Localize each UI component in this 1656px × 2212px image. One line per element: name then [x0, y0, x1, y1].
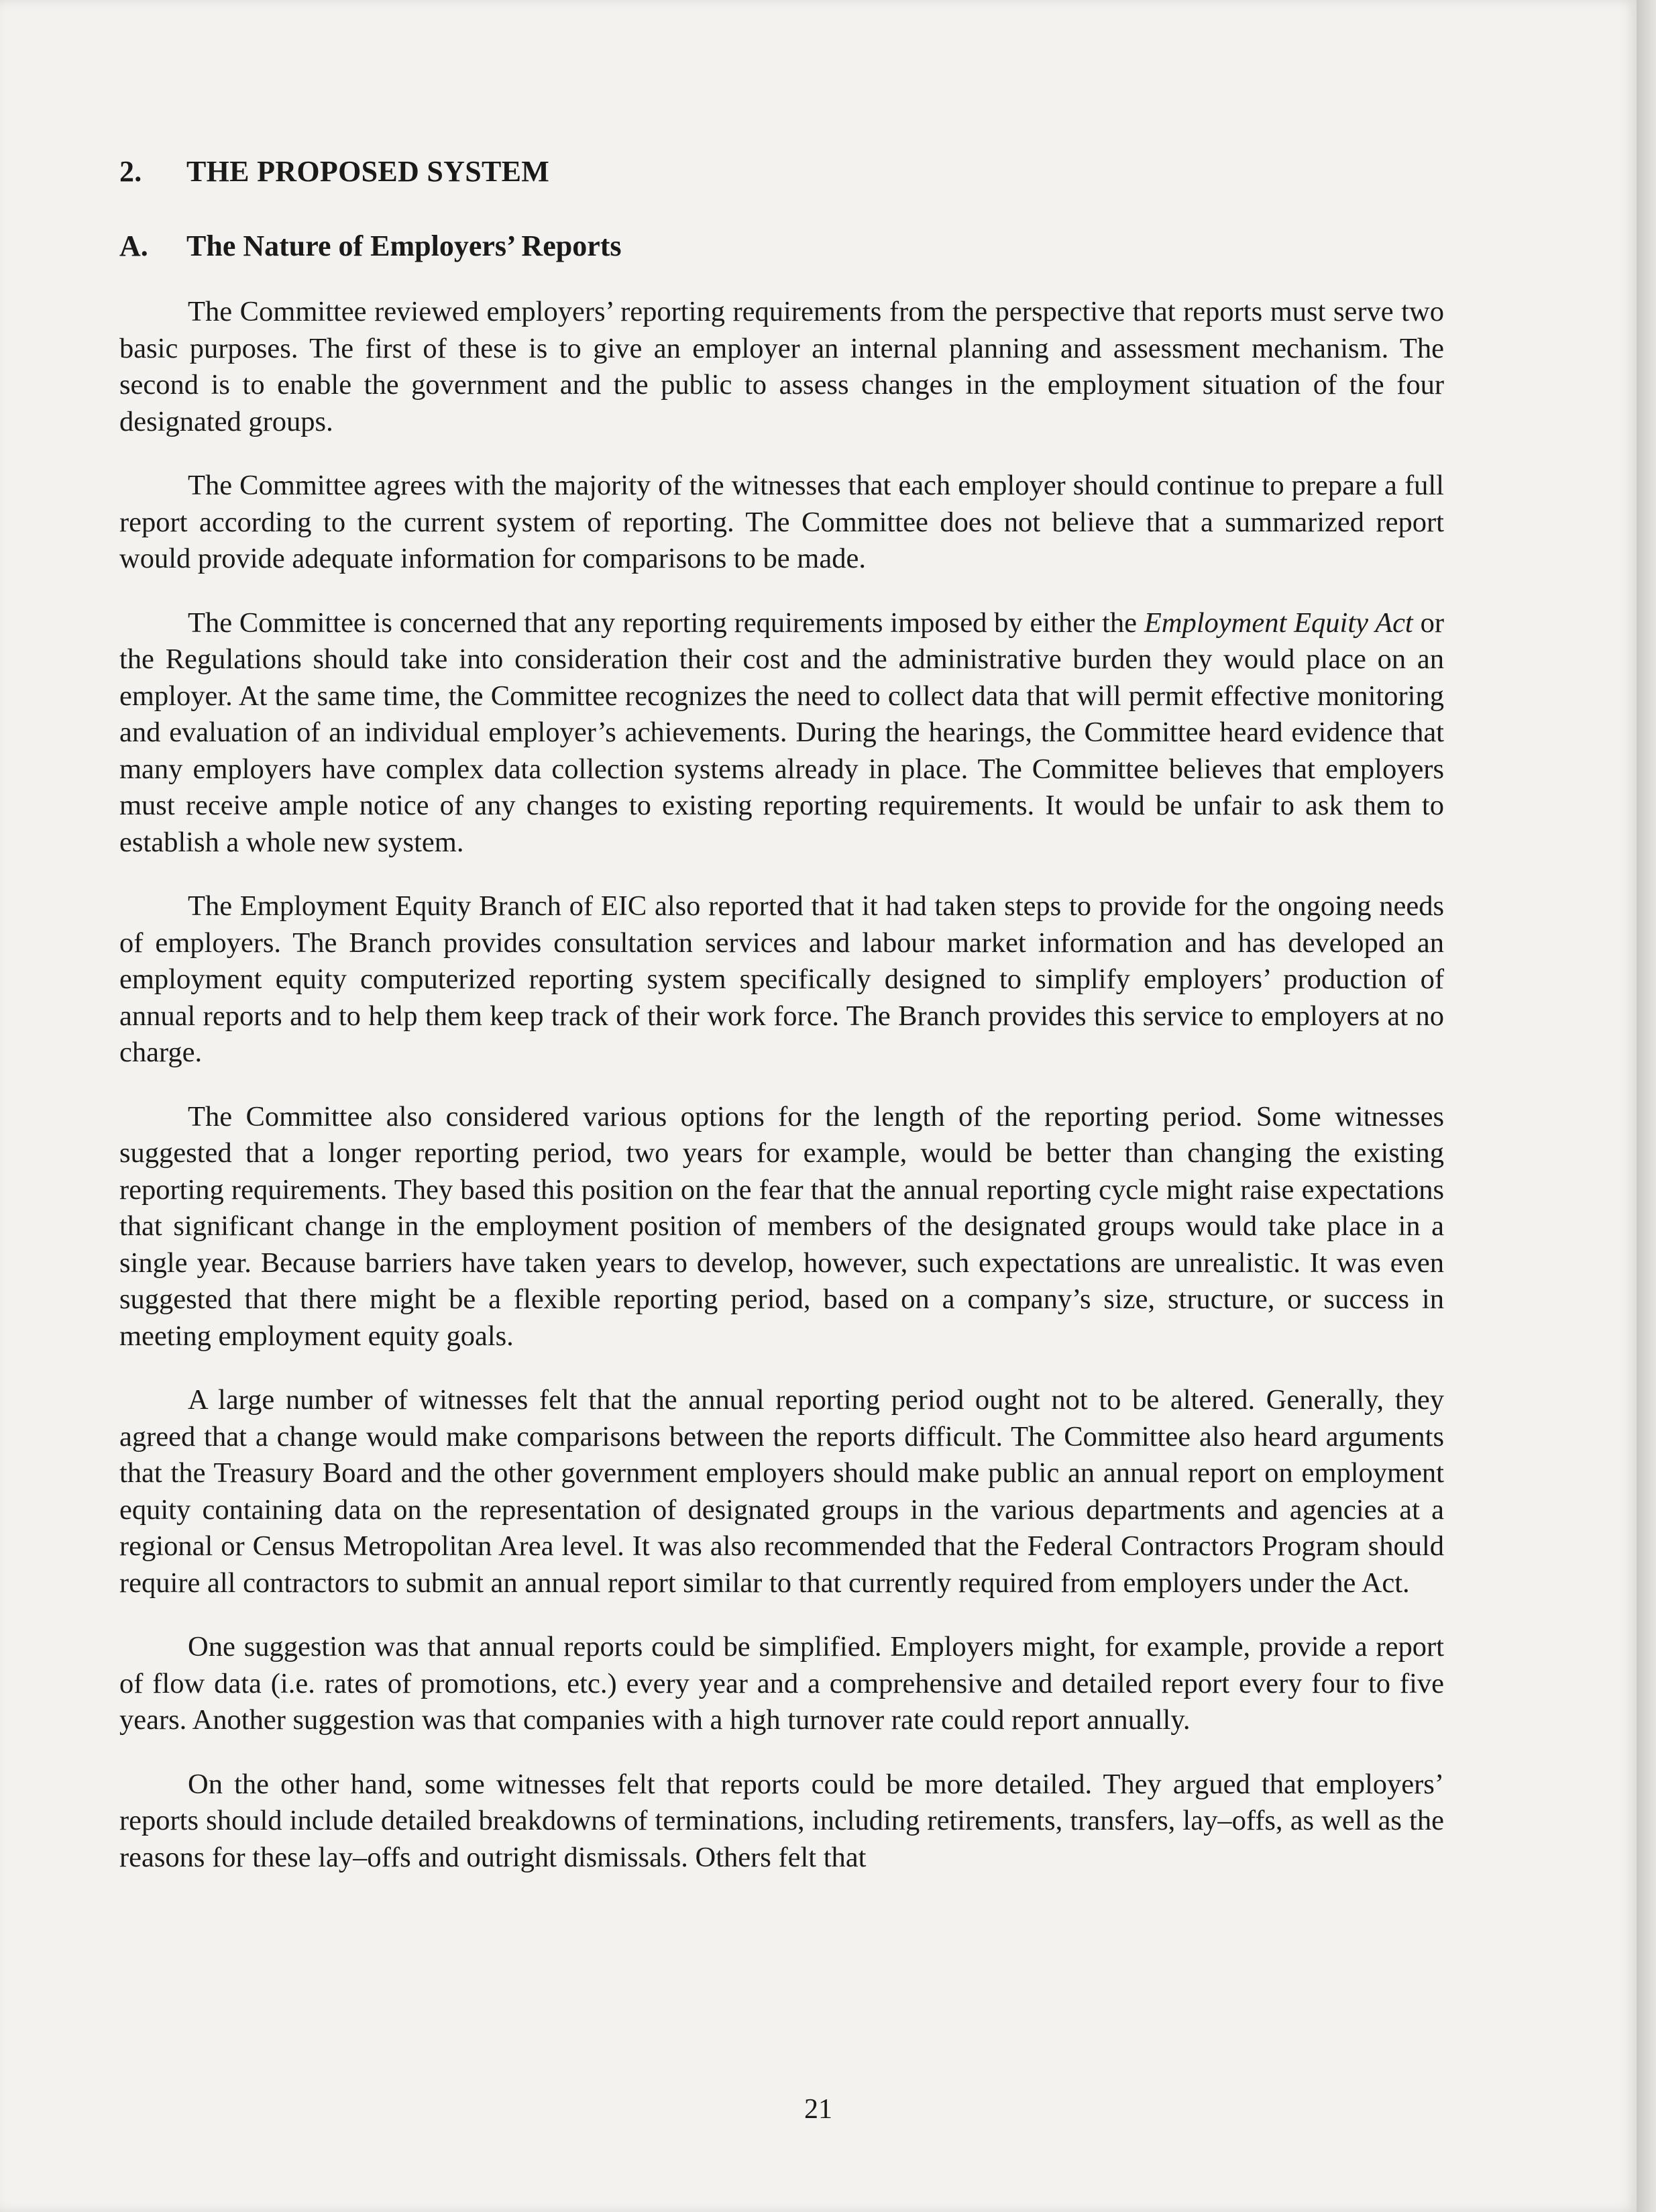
- paragraph-2: The Committee agrees with the majority of the witnesses that each employer should continue to prepare a full report according to the current system of reporting. The Committee does not believe that a summarized report would provide adequate information for comparisons to be made.: [119, 470, 1444, 574]
- page-number: 21: [804, 2094, 832, 2125]
- subsection-heading: [119, 229, 1444, 263]
- paragraph-8: On the other hand, some witnesses felt that reports could be more detailed. They argued that employers’ reports should include detailed breakdowns of terminations, including retirements, transfers, lay–offs, as well as the reasons for these lay–offs and outright dismissals. Others felt that: [119, 1768, 1444, 1873]
- paragraph-5: The Committee also considered various options for the length of the reporting period. Some witnesses suggested that a longer reporting period, two years for example, would be better than changing the existing reporting requirements. They based this position on the fear that the annual reporting cycle might raise expectations that significant change in the employment position of members of the designated groups would take place in a single year. Because barriers have taken years to develop, however, such expectations are unrealistic. It was even suggested that there might be a flexible reporting period, based on a company’s size, structure, or success in meeting employment equity goals.: [119, 1100, 1444, 1352]
- paragraph-1: The Committee reviewed employers’ reporting requirements from the perspective that reports must serve two basic purposes. The first of these is to give an employer an internal planning and assessment mechanism. The second is to enable the government and the public to assess changes in the employment situation of the four designated groups.: [119, 296, 1444, 437]
- paragraph-7: One suggestion was that annual reports could be simplified. Employers might, for example, provide a report of flow data (i.e. rates of promotions, etc.) every year and a comprehensive and detailed report every four to five years. Another suggestion was that companies with a high turnover rate could report annually.: [119, 1631, 1444, 1736]
- section-title: THE PROPOSED SYSTEM: [186, 155, 550, 188]
- paragraph-6: A large number of witnesses felt that the annual reporting period ought not to be altered. Generally, they agreed that a change would make comparisons between the reports difficult. The Committee also heard arguments that the Treasury Board and the other government employers should make public an annual report on employment equity containing data on the representation of designated groups in the various departments and agencies at a regional or Census Metropolitan Area level. It was also recommended that the Federal Contractors Program should require all contractors to submit an annual report similar to that currently required from employers under the Act.: [119, 1384, 1444, 1599]
- act-title-italic: Employment Equity Act: [1144, 607, 1413, 639]
- paragraph-3: [119, 605, 1444, 861]
- paragraph-4: The Employment Equity Branch of EIC also reported that it had taken steps to provide for the ongoing needs of employers. The Branch provides consultation services and labour market information and has developed an employment equity computerized reporting system specifically designed to simplify employers’ production of annual reports and to help them keep track of their work force. The Branch provides this service to employers at no charge.: [119, 890, 1444, 1068]
- subsection-title: The Nature of Employers’ Reports: [186, 229, 622, 262]
- paragraph-3-before: The Committee is concerned that any reporting requirements imposed by either the: [188, 607, 1144, 639]
- section-number: 2.: [119, 155, 142, 188]
- subsection-number: A.: [119, 229, 148, 262]
- body-text: [119, 154, 1444, 1903]
- section-heading: [119, 154, 1444, 189]
- page-edge: [1637, 0, 1656, 2212]
- paragraph-3-after: or the Regulations should take into consideration their cost and the administrative burden they would place on an employer. At the same time, the Committee recognizes the need to collect data that will permit effective monitoring and evaluation of an individual employer’s achievements. During the hearings, the Committee heard evidence that many employers have complex data collection systems already in place. The Committee believes that employers must receive ample notice of any changes to existing reporting requirements. It would be unfair to ask them to establish a whole new system.: [119, 607, 1444, 858]
